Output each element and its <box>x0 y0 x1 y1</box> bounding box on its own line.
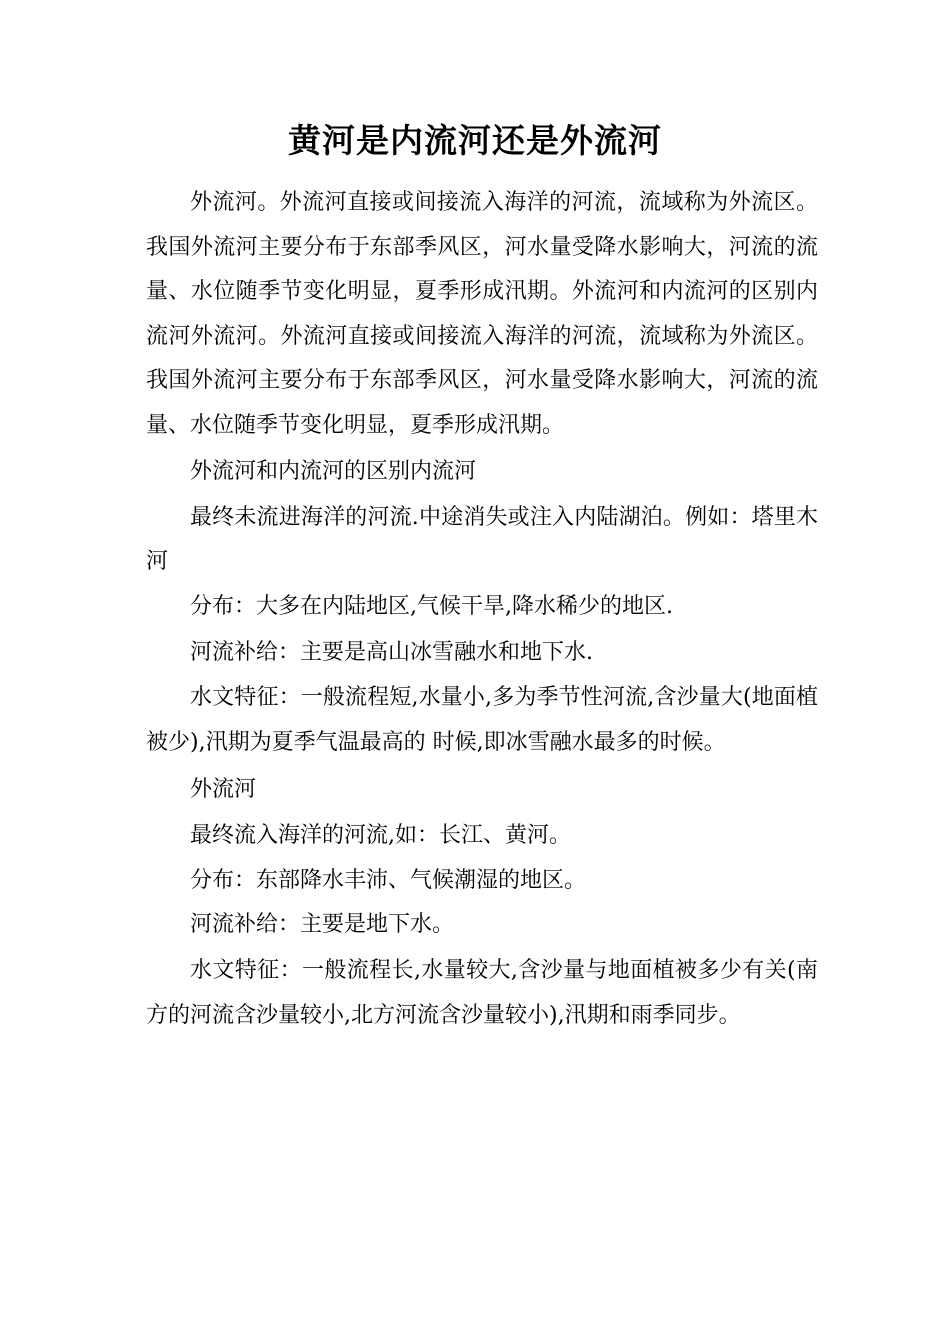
paragraph-outflow-heading: 外流河 <box>190 777 257 802</box>
paragraph-outflow-distribution: 分布：东部降水丰沛、气候潮湿的地区。 <box>190 868 587 893</box>
document-title: 黄河是内流河还是外流河 <box>288 121 662 160</box>
paragraph-difference-heading: 外流河和内流河的区别内流河 <box>190 459 477 484</box>
paragraph-inland-distribution: 分布：大多在内陆地区,气候干旱,降水稀少的地区. <box>190 594 673 619</box>
paragraph-inland-supply: 河流补给：主要是高山冰雪融水和地下水. <box>190 640 593 665</box>
paragraph-inland-hydrology: 水文特征：一般流程短,水量小,多为季节性河流,含沙量大(地面植被少),汛期为夏季气温最高的 时候,即冰雪融水最多的时候。 <box>146 685 818 755</box>
document-body <box>146 181 818 1038</box>
paragraph-inland-definition: 最终未流进海洋的河流.中途消失或注入内陆湖泊。例如：塔里木河 <box>146 505 818 574</box>
paragraph-outflow-supply: 河流补给：主要是地下水。 <box>190 912 455 937</box>
paragraph-outflow-definition: 最终流入海洋的河流,如：长江、黄河。 <box>190 823 571 848</box>
paragraph-outflow-hydrology: 水文特征：一般流程长,水量较大,含沙量与地面植被多少有关(南方的河流含沙量较小,北方河流含沙量较小),汛期和雨季同步。 <box>146 958 818 1028</box>
paragraph-intro: 外流河。外流河直接或间接流入海洋的河流，流域称为外流区。我国外流河主要分布于东部季风区，河水量受降水影响大，河流的流量、水位随季节变化明显，夏季形成汛期。外流河和内流河的区别内流河外流河。外流河直接或间接流入海洋的河流，流域称为外流区。我国外流河主要分布于东部季风区，河水量受降水影响大，河流的流量、水位随季节变化明显，夏季形成汛期。 <box>146 190 818 438</box>
